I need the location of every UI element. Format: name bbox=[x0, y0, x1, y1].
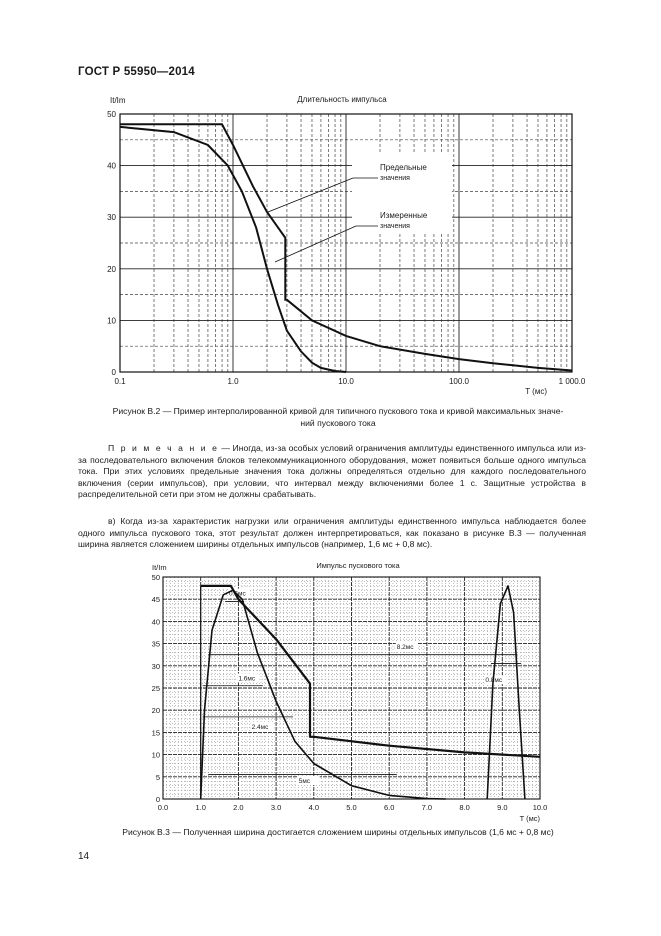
annotation-measured-line2: значения bbox=[380, 223, 410, 230]
x-tick-label: 4.0 bbox=[308, 803, 320, 812]
y-tick-label: 5 bbox=[155, 772, 160, 782]
x-tick-label: 0.0 bbox=[157, 803, 169, 812]
series-pulse-2 bbox=[487, 586, 525, 799]
y-tick-label: 20 bbox=[107, 264, 116, 274]
x-tick-label: 1.0 bbox=[195, 803, 206, 812]
width-label: 5мс bbox=[298, 778, 311, 786]
y-tick-label: 0 bbox=[155, 795, 160, 804]
y-tick-label: 15 bbox=[151, 728, 160, 738]
y-tick-label: 10 bbox=[107, 316, 116, 326]
x-tick-label: 7.0 bbox=[421, 803, 433, 812]
y-tick-label: 50 bbox=[151, 573, 160, 582]
x-tick-label: 1 000.0 bbox=[558, 377, 586, 386]
width-label: 0.8мс bbox=[485, 677, 503, 685]
x-tick-label: 6.0 bbox=[383, 803, 395, 812]
y-tick-label: 35 bbox=[151, 639, 160, 649]
y-axis-label: It/Im bbox=[152, 563, 167, 572]
chart-title: Импульс пускового тока bbox=[316, 561, 400, 570]
x-tick-label: 5.0 bbox=[346, 803, 357, 812]
paragraph-b: в) Когда из-за характеристик нагрузки или ограничения амплитуды единственного импульса наблюдается более одного импульса пускового тока, этот результат должен интерпретироваться, как показано в рисунке В.3 — полученная ширина является сложением ширины отдельных импульсов (например, 1,6 мс + 0,8 мс). bbox=[78, 516, 586, 550]
annotation-measured-line1: Измеренные bbox=[380, 211, 428, 220]
figure-b2-caption-line2: ний пускового тока bbox=[300, 418, 376, 428]
x-tick-label: 100.0 bbox=[448, 377, 470, 386]
document-header: ГОСТ Р 55950—2014 bbox=[78, 66, 195, 78]
x-tick-label: 0.1 bbox=[114, 377, 126, 386]
page-number: 14 bbox=[78, 851, 90, 862]
figure-b2-caption-line1: Рисунок В.2 — Пример интерполированной кривой для типичного пускового тока и кривой максимальных значе- bbox=[112, 406, 564, 416]
y-tick-label: 40 bbox=[107, 161, 116, 171]
y-tick-label: 50 bbox=[107, 110, 116, 119]
x-tick-label: 8.0 bbox=[459, 803, 470, 812]
width-label: 0.5мс bbox=[228, 590, 246, 598]
width-label: 2.4мс bbox=[251, 723, 269, 731]
x-tick-label: 3.0 bbox=[270, 803, 282, 812]
y-tick-label: 0 bbox=[111, 368, 116, 377]
figure-b3-caption: Рисунок В.3 — Полученная ширина достигается сложением ширины отдельных импульсов (1,6 мс + 0,8 мс) bbox=[122, 827, 554, 837]
y-tick-label: 10 bbox=[151, 750, 160, 760]
x-axis-label: T (мс) bbox=[519, 814, 540, 823]
annotation-limit-line1: Предельные bbox=[380, 163, 427, 172]
note-label: П р и м е ч а н и е bbox=[108, 443, 219, 453]
y-axis-label: It/Im bbox=[110, 96, 126, 105]
width-label: 1.6мс bbox=[238, 675, 256, 683]
chart-title: Длительность импульса bbox=[297, 95, 387, 104]
y-tick-label: 20 bbox=[151, 706, 160, 716]
y-tick-label: 30 bbox=[151, 661, 160, 671]
x-tick-label: 10.0 bbox=[532, 803, 548, 812]
x-axis-label: T (мс) bbox=[525, 387, 547, 396]
note-text: — Иногда, из-за особых условий ограничения амплитуды единственного импульса или из-за последовательного включения блоков телекоммуникационного оборудования, может появиться больше одного импульса тока. При этих условиях предельные значения тока должны определяться отдельно для каждого последовательного включения (серии импульсов), при условии, что интервал между включениями более 1 с. Защитные устройства в распределительной сети при этом не должны срабатывать. bbox=[78, 443, 586, 500]
x-tick-label: 1.0 bbox=[227, 377, 239, 386]
x-tick-label: 9.0 bbox=[497, 803, 508, 812]
x-tick-label: 10.0 bbox=[338, 377, 354, 386]
y-tick-label: 25 bbox=[151, 684, 160, 693]
y-tick-label: 45 bbox=[151, 595, 160, 605]
width-label: 8.2мс bbox=[396, 643, 414, 651]
y-tick-label: 40 bbox=[151, 617, 160, 627]
y-tick-label: 30 bbox=[107, 213, 116, 223]
x-tick-label: 2.0 bbox=[233, 803, 244, 812]
annotation-limit-line2: значения bbox=[380, 175, 410, 182]
series-line-limit bbox=[201, 586, 540, 757]
